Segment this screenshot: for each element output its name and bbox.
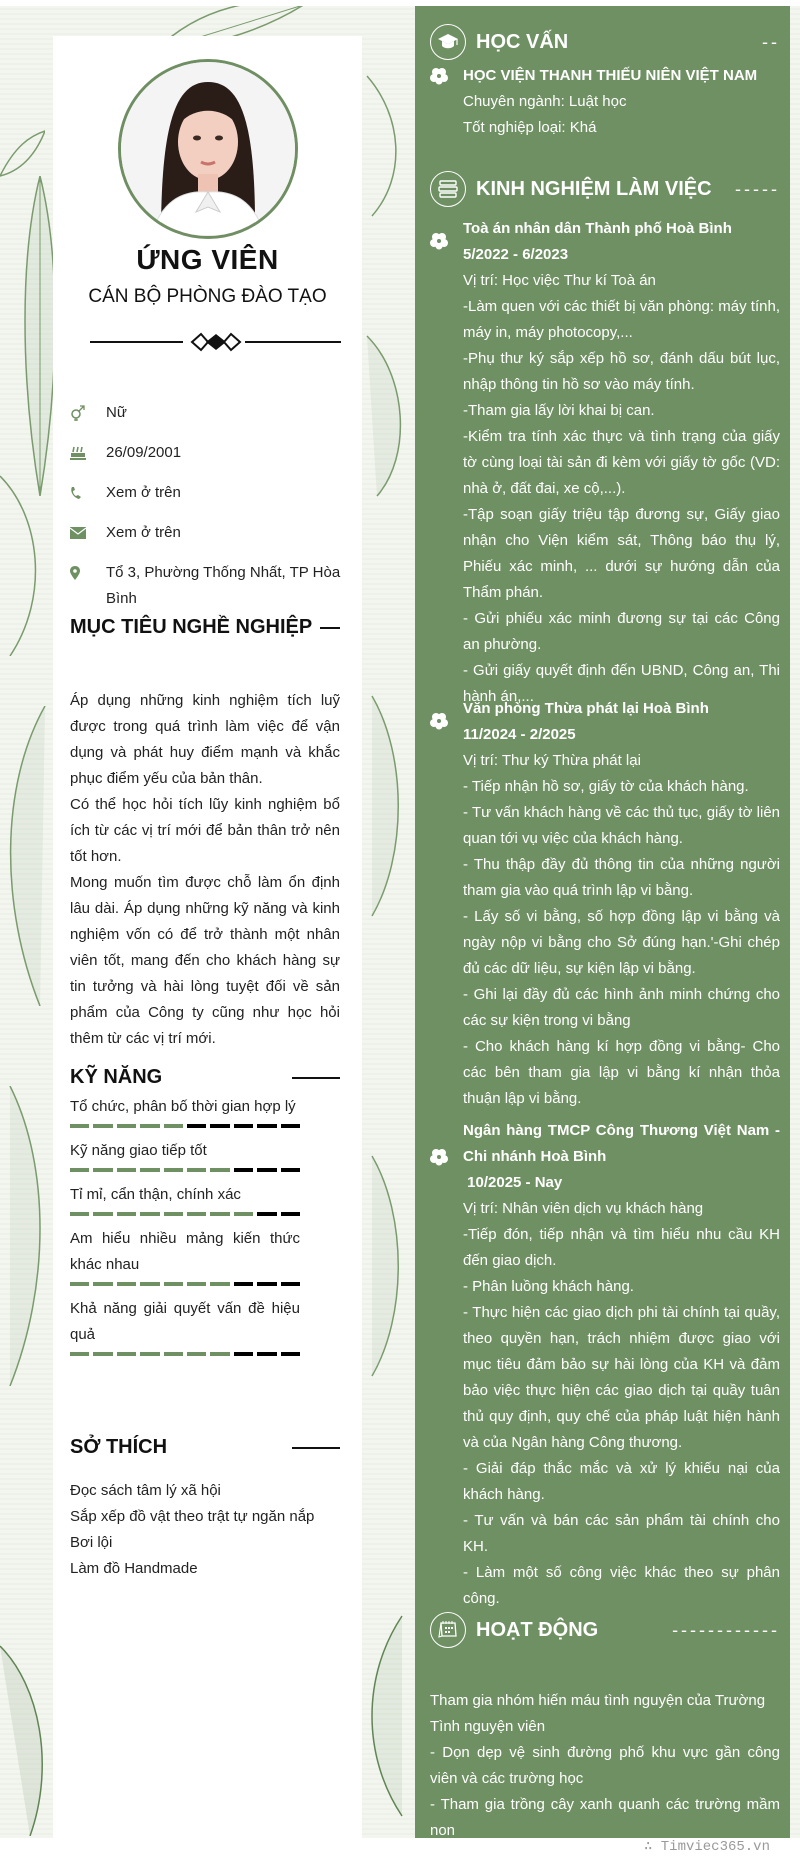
job-duty: -Tiếp đón, tiếp nhận và tìm hiểu nhu cầu KH đến giao dịch. [463,1226,780,1269]
hobbies-title: SỞ THÍCH [70,1436,168,1458]
heading-rule [292,1447,340,1449]
heading-rule [320,627,340,629]
books-icon [430,171,466,207]
skill-segment-empty [281,1168,300,1172]
leaf-decoration-icon [0,706,50,1006]
skill-label: Tỉ mỉ, cẩn thận, chính xác [70,1186,241,1203]
skill-rating-bar [70,1352,300,1356]
job-duty: - Cho khách hàng kí hợp đồng vi bằng- Cho các bên tham gia lập vi bằng kí nhận thỏa thuận lập vi bằng. [463,1038,780,1107]
divider-line [90,341,183,343]
job-position: Vị trí: Thư ký Thừa phát lại [463,752,641,769]
skill-rating-bar [70,1124,300,1128]
education-heading [430,23,780,61]
skill-segment-empty [257,1352,276,1356]
hobby-item: Sắp xếp đồ vật theo trật tự ngăn nắp [70,1508,315,1525]
calendar-icon [430,1612,466,1648]
skill-segment-filled [187,1352,206,1356]
skill-rating-bar [70,1282,300,1286]
hobby-item: Làm đồ Handmade [70,1560,198,1577]
heading-dashes: ----- [735,178,780,199]
skill-segment-filled [117,1124,136,1128]
hobby-item: Bơi lội [70,1534,113,1551]
clover-bullet-icon [430,232,448,250]
gender-value: Nữ [106,404,127,421]
skills-title: KỸ NĂNG [70,1066,163,1088]
ornament-divider [90,332,341,352]
job-duty: - Tiếp nhận hồ sơ, giấy tờ của khách hàng. [463,778,749,795]
skill-segment-filled [70,1212,89,1216]
skill-segment-filled [93,1212,112,1216]
experience-title: KINH NGHIỆM LÀM VIỆC [476,177,712,200]
job-duty: - Thực hiện các giao dịch phi tài chính tại quầy, theo quyền hạn, trách nhiệm được giao với mục tiêu đảm bảo sự hài lòng của KH và đảm bảo việc thực hiện các giao dịch tại quầy tuân thủ quy định, quy chế của pháp luật hiện hành và của Ngân hàng Công thương. [463,1304,780,1451]
job-duty: - Phân luồng khách hàng. [463,1278,634,1295]
diamond-ornament-icon [188,332,244,352]
education-title: HỌC VẤN [476,30,569,53]
activity-line: Tham gia nhóm hiến máu tình nguyện của Trường [430,1692,766,1709]
activities-title: HOẠT ĐỘNG [476,1618,599,1641]
skill-segment-empty [281,1124,300,1128]
skill-label: Kỹ năng giao tiếp tốt [70,1142,207,1159]
skill-segment-filled [187,1168,206,1172]
job-position: Vị trí: Học việc Thư kí Toà án [463,272,656,289]
skill-segment-filled [93,1352,112,1356]
birthday-cake-icon [70,440,106,466]
skill-segment-filled [234,1212,253,1216]
education-major: Chuyên ngành: Luật học [463,93,627,110]
address-value: Tổ 3, Phường Thống Nhất, TP Hòa Bình [106,564,341,607]
skill-segment-filled [140,1282,159,1286]
leaf-decoration-icon [0,1086,50,1386]
objective-text [70,688,340,1052]
skills-list [70,1094,300,1366]
email-value: Xem ở trên [106,524,181,541]
job-organization: Ngân hàng TMCP Công Thương Việt Nam - Chi nhánh Hoà Bình [463,1122,780,1165]
job-organization: Văn phòng Thừa phát lại Hoà Bình [463,700,709,717]
skill-rating-bar [70,1212,300,1216]
heading-dashes: -- [762,31,780,52]
contact-birthday [70,440,350,466]
candidate-photo-icon [121,62,295,236]
skill-segment-empty [281,1282,300,1286]
hobbies-heading [70,1436,340,1459]
job-duty: -Làm quen với các thiết bị văn phòng: máy tính, máy in, máy photocopy,... [463,298,780,341]
job-duty: - Gửi giấy quyết định đến UBND, Công an, Thi hành án,... [463,662,780,705]
clover-bullet-icon [430,1148,448,1166]
skill-segment-filled [93,1282,112,1286]
job-organization: Toà án nhân dân Thành phố Hoà Bình [463,220,732,237]
skill-item [70,1138,300,1172]
avatar [118,59,298,239]
skill-segment-filled [70,1168,89,1172]
activity-line: - Tham gia trồng cây xanh quanh các trường mầm non [430,1796,780,1839]
job-date: 10/2025 - Nay [463,1174,563,1191]
skill-segment-filled [140,1212,159,1216]
job-duty: -Tham gia lấy lời khai bị can. [463,402,655,419]
contact-info [70,400,350,626]
map-pin-icon [70,560,106,586]
education-grade: Tốt nghiệp loại: Khá [463,119,597,136]
skill-label: Khả năng giải quyết vấn đề hiệu quả [70,1300,300,1343]
skill-segment-filled [164,1124,183,1128]
objective-paragraph: Áp dụng những kinh nghiệm tích luỹ được trong quá trình làm việc để vận dụng và phát huy điểm mạnh và khắc phục điểm yếu của bản thân. [70,692,340,787]
skills-heading [70,1066,340,1089]
job-duty: - Thu thập đầy đủ thông tin của những người tham gia vào quá trình lập vi bằng. [463,856,780,899]
clover-bullet-icon [430,712,448,730]
job-date: 11/2024 - 2/2025 [463,726,576,743]
phone-icon [70,480,106,506]
skill-segment-filled [70,1352,89,1356]
skill-segment-empty [234,1282,253,1286]
skill-segment-empty [210,1124,229,1128]
contact-gender [70,400,350,426]
skill-item [70,1094,300,1128]
job-entry [430,1118,780,1612]
skill-segment-filled [210,1282,229,1286]
heading-dashes: ------------ [672,1619,780,1640]
candidate-job-title: CÁN BỘ PHÒNG ĐÀO TẠO [88,286,327,307]
envelope-icon [70,520,106,546]
skill-item [70,1296,300,1356]
job-duty: -Kiểm tra tính xác thực và tình trạng của giấy tờ cùng loại tài sản đi kèm với giấy tờ gốc (VD: nhà ở, đất đai, xe cộ,...). [463,428,780,497]
skill-segment-empty [234,1124,253,1128]
skill-segment-filled [140,1124,159,1128]
job-duty: -Phụ thư ký sắp xếp hồ sơ, đánh dấu bút lục, nhập thông tin hồ sơ vào máy tính. [463,350,780,393]
contact-phone [70,480,350,506]
skill-segment-filled [70,1282,89,1286]
skill-segment-filled [164,1212,183,1216]
skill-segment-filled [117,1352,136,1356]
skill-rating-bar [70,1168,300,1172]
education-entry [430,63,780,141]
phone-value: Xem ở trên [106,484,181,501]
skill-segment-empty [257,1124,276,1128]
job-duty: - Làm một số công việc khác theo sự phân công. [463,1564,780,1607]
job-duty: - Gửi phiếu xác minh đương sự tại các Công an phường. [463,610,780,653]
activities-list [430,1688,780,1844]
watermark: ∴ Timviec365.vn [643,1839,770,1855]
skill-segment-filled [210,1212,229,1216]
job-duty: - Ghi lại đầy đủ các hình ảnh minh chứng cho các sự kiện trong vi bằng [463,986,780,1029]
job-duty: - Giải đáp thắc mắc và xử lý khiếu nại của khách hàng. [463,1460,780,1503]
heading-rule [292,1077,340,1079]
hobby-item: Đọc sách tâm lý xã hội [70,1482,221,1499]
skill-segment-empty [257,1212,276,1216]
objective-paragraph: Có thể học hỏi tích lũy kinh nghiệm bổ ích từ các vị trí mới để bản thân trở nên tốt hơn. [70,796,340,865]
skill-segment-filled [93,1168,112,1172]
skill-segment-empty [281,1352,300,1356]
job-duty: - Tư vấn và bán các sản phẩm tài chính cho KH. [463,1512,780,1555]
clover-bullet-icon [430,67,448,85]
skill-item [70,1182,300,1216]
contact-address [70,560,350,612]
skill-segment-filled [164,1282,183,1286]
skill-segment-filled [93,1124,112,1128]
birthday-value: 26/09/2001 [106,444,182,461]
skill-segment-filled [187,1282,206,1286]
job-entry [430,696,780,1112]
skill-label: Am hiểu nhiều mảng kiến thức khác nhau [70,1230,300,1273]
right-column [415,6,790,1838]
job-date: 5/2022 - 6/2023 [463,246,569,263]
activities-heading [430,1611,780,1649]
leaf-decoration-icon [362,56,412,1836]
skill-segment-empty [257,1168,276,1172]
skill-segment-empty [187,1124,206,1128]
candidate-name: ỨNG VIÊN [136,244,279,275]
activity-line: Tình nguyện viên [430,1718,546,1735]
activity-line: - Dọn dẹp vệ sinh đường phố khu vực gần công viên và các trường học [430,1744,780,1787]
skill-segment-filled [187,1212,206,1216]
divider-line [245,341,341,343]
skill-segment-filled [210,1352,229,1356]
hobbies-list [70,1478,340,1582]
gender-icon [70,400,106,426]
objective-heading [70,616,340,639]
skill-segment-filled [164,1352,183,1356]
job-entry [430,216,780,710]
contact-email [70,520,350,546]
job-duty: - Lấy số vi bằng, số hợp đồng lập vi bằng và ngày nộp vi bằng cho Sở đúng hạn.'-Ghi chép đủ các dữ liệu, sự kiện lập vi bằng. [463,908,780,977]
leaf-decoration-icon [0,1626,55,1836]
skill-segment-filled [117,1168,136,1172]
experience-heading [430,170,780,208]
skill-segment-empty [257,1282,276,1286]
leaf-decoration-icon [0,456,50,656]
objective-title: MỤC TIÊU NGHỀ NGHIỆP [70,616,313,638]
objective-paragraph: Mong muốn tìm được chỗ làm ổn định lâu dài. Áp dụng những kỹ năng và kinh nghiệm vốn có để trở thành một nhân viên tốt, mang đến cho khách hàng sự tin tưởng và hài lòng tuyệt đối về sản phẩm của Công ty cũng như học hỏi thêm từ các vị trí mới. [70,874,340,1047]
job-position: Vị trí: Nhân viên dịch vụ khách hàng [463,1200,704,1217]
skill-segment-filled [117,1282,136,1286]
skill-segment-filled [70,1124,89,1128]
skill-segment-empty [234,1352,253,1356]
skill-segment-filled [117,1212,136,1216]
left-column [53,36,362,1838]
skill-label: Tổ chức, phân bố thời gian hợp lý [70,1098,296,1115]
skill-segment-filled [140,1168,159,1172]
school-name: HỌC VIỆN THANH THIẾU NIÊN VIỆT NAM [463,67,758,84]
skill-item [70,1226,300,1286]
graduation-cap-icon [430,24,466,60]
skill-segment-filled [140,1352,159,1356]
job-duty: - Tư vấn khách hàng về các thủ tục, giấy tờ liên quan tới vụ việc của khách hàng. [463,804,780,847]
skill-segment-empty [281,1212,300,1216]
skill-segment-empty [234,1168,253,1172]
skill-segment-filled [164,1168,183,1172]
skill-segment-filled [210,1168,229,1172]
job-duty: -Tập soạn giấy triệu tập đương sự, Giấy giao nhận cho Viện kiểm sát, Thông báo thụ lý, Phiếu xác minh, ... dưới sự hướng dẫn của Thẩm phán. [463,506,780,601]
